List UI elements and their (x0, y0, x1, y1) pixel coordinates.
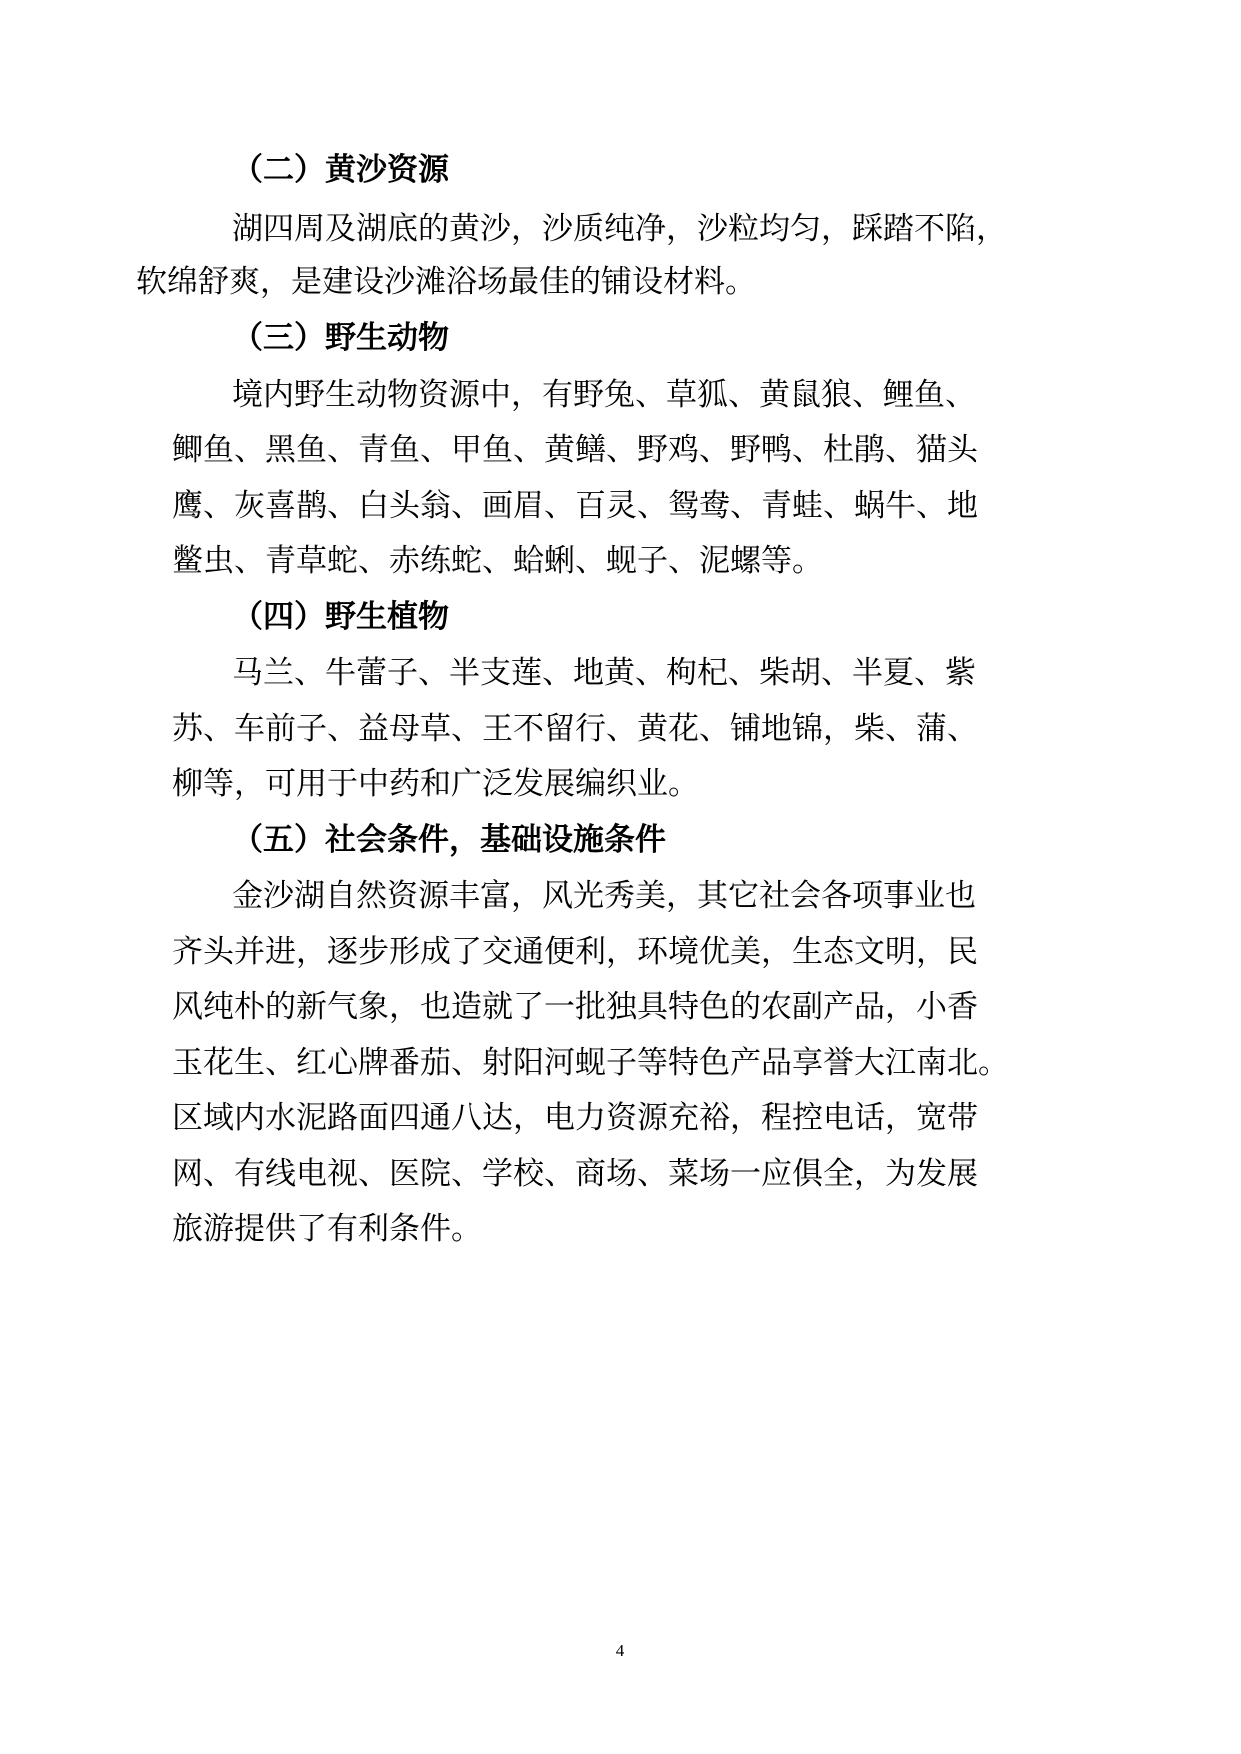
paragraph-line: 金沙湖自然资源丰富，风光秀美，其它社会各项事业也 (232, 878, 976, 914)
paragraph-line: 鹰、灰喜鹊、白头翁、画眉、百灵、鸳鸯、青蛙、蜗牛、地 (172, 488, 978, 524)
paragraph-line: 柳等，可用于中药和广泛发展编织业。 (172, 766, 699, 802)
paragraph-line: 湖四周及湖底的黄沙，沙质纯净，沙粒均匀，踩踏不陷， (232, 211, 1007, 247)
section-heading: （三）野生动物 (232, 320, 449, 356)
paragraph-line: 齐头并进，逐步形成了交通便利，环境优美，生态文明，民 (172, 934, 978, 970)
paragraph-line: 软绵舒爽，是建设沙滩浴场最佳的铺设材料。 (136, 264, 756, 300)
paragraph-line: 区域内水泥路面四通八达，电力资源充裕，程控电话，宽带 (172, 1100, 978, 1136)
paragraph-line: 境内野生动物资源中，有野兔、草狐、黄鼠狼、鲤鱼、 (232, 377, 976, 413)
page-number: 4 (615, 1641, 625, 1660)
paragraph-line: 玉花生、红心牌番茄、射阳河蚬子等特色产品享誉大江南北。 (172, 1045, 1009, 1081)
paragraph-line: 苏、车前子、益母草、王不留行、黄花、铺地锦，柴、蒲、 (172, 711, 978, 747)
section-heading: （四）野生植物 (232, 599, 449, 635)
section-heading: （二）黄沙资源 (232, 152, 449, 188)
paragraph-line: 鳖虫、青草蛇、赤练蛇、蛤蜊、蚬子、泥螺等。 (172, 543, 823, 579)
paragraph-line: 旅游提供了有利条件。 (172, 1211, 482, 1247)
paragraph-line: 风纯朴的新气象，也造就了一批独具特色的农副产品，小香 (172, 989, 978, 1025)
paragraph-line: 网、有线电视、医院、学校、商场、菜场一应俱全，为发展 (172, 1156, 978, 1192)
paragraph-line: 马兰、牛蕾子、半支莲、地黄、枸杞、柴胡、半夏、紫 (232, 655, 976, 691)
paragraph-line: 鲫鱼、黑鱼、青鱼、甲鱼、黄鳝、野鸡、野鸭、杜鹃、猫头 (172, 432, 978, 468)
section-heading: （五）社会条件，基础设施条件 (232, 822, 666, 858)
